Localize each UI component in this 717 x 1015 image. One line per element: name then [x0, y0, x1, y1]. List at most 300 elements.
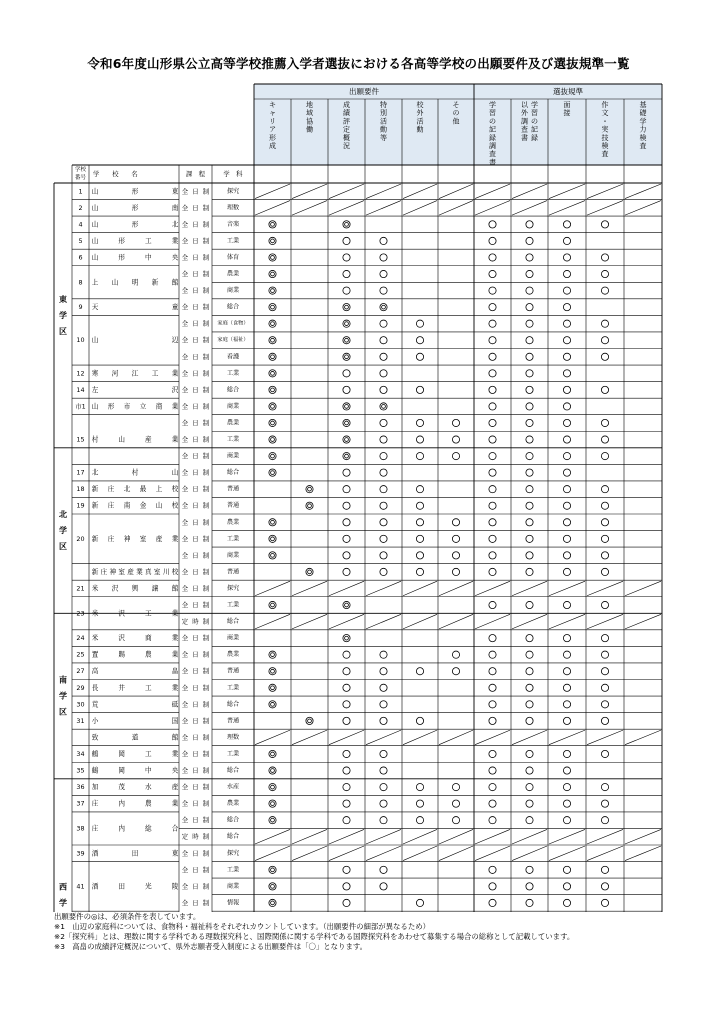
applies-mark — [416, 535, 423, 542]
column-header-text: 検 — [639, 133, 647, 142]
applies-mark — [563, 717, 570, 724]
not-applicable-slash — [255, 829, 290, 844]
dept-label: 農業 — [226, 270, 240, 278]
applies-mark — [380, 502, 387, 509]
school-number: 19 — [76, 501, 85, 510]
school-name-char: 形 — [107, 402, 115, 411]
school-name-char: 酒 — [91, 882, 99, 891]
column-header-text: 特 — [380, 101, 387, 109]
req-group-header: 出願要件 — [349, 87, 379, 96]
school-number: 37 — [76, 799, 85, 808]
applies-mark — [601, 270, 608, 277]
school-name-char: 米 — [91, 584, 99, 593]
applies-mark — [489, 270, 496, 277]
school-name-char: 工 — [151, 369, 159, 378]
column-header-text: 書 — [521, 133, 528, 142]
course-label: 制 — [202, 733, 210, 742]
not-applicable-slash — [475, 614, 510, 629]
applies-mark — [380, 370, 387, 377]
school-name-char: 庄 — [91, 799, 99, 808]
required-mark — [269, 783, 276, 790]
school-name-char: 東 — [171, 187, 179, 196]
course-label: 日 — [192, 402, 199, 411]
applies-mark — [601, 419, 608, 426]
applies-mark — [452, 452, 459, 459]
applies-mark — [343, 370, 350, 377]
school-name-char: 内 — [118, 799, 125, 808]
required-mark — [269, 668, 276, 675]
school-name-char: 山 — [91, 253, 99, 262]
school-number: 39 — [76, 849, 85, 858]
applies-mark — [563, 668, 570, 675]
required-mark-inner — [271, 454, 275, 458]
school-name-char: 神 — [123, 534, 131, 543]
required-mark-inner — [271, 421, 275, 425]
school-name-char: 形 — [118, 236, 125, 245]
applies-mark — [489, 783, 496, 790]
school-name-char: 山 — [171, 468, 179, 477]
school-name-char: 岡 — [118, 749, 125, 758]
course-label: 制 — [202, 220, 210, 229]
required-mark-inner — [308, 570, 312, 574]
course-label: 全 — [181, 485, 189, 494]
course-label: 時 — [192, 832, 199, 841]
required-mark — [343, 601, 350, 608]
applies-mark — [452, 568, 459, 575]
school-name-char: 室 — [139, 534, 147, 543]
applies-mark — [563, 635, 570, 642]
applies-mark — [489, 883, 496, 890]
required-mark-inner — [271, 388, 275, 392]
required-mark — [306, 486, 313, 493]
column-header-text: 技 — [601, 133, 609, 142]
required-mark-inner — [271, 868, 275, 872]
dept-label: 工業 — [226, 535, 240, 543]
school-name-char: 賜 — [118, 650, 125, 659]
applies-mark — [489, 469, 496, 476]
applies-mark — [343, 866, 350, 873]
school-name-char: 最 — [139, 485, 147, 494]
course-label: 日 — [192, 584, 199, 593]
course-label: 全 — [181, 286, 189, 295]
required-mark — [269, 899, 276, 906]
not-applicable-slash — [475, 581, 510, 596]
school-name-char: 庄 — [107, 485, 115, 494]
course-label: 全 — [181, 270, 189, 279]
school-name-char: 上 — [155, 485, 163, 494]
course-label: 全 — [181, 385, 189, 394]
course-label: 全 — [181, 518, 189, 527]
school-name-char: 砥 — [171, 700, 179, 709]
column-header-text: 査 — [489, 150, 496, 159]
school-name-char: 庄 — [91, 824, 99, 833]
applies-mark — [380, 783, 387, 790]
applies-mark — [601, 353, 608, 360]
course-label: 制 — [202, 584, 210, 593]
course-label: 制 — [202, 286, 210, 295]
applies-mark — [526, 419, 533, 426]
column-header-text: 作 — [601, 101, 609, 109]
school-name-char: 山 — [91, 336, 99, 345]
required-mark-inner — [345, 636, 349, 640]
school-name-char: 道 — [131, 733, 139, 742]
school-name-char: 中 — [145, 253, 152, 262]
not-applicable-slash — [292, 581, 327, 596]
school-number: 23 — [76, 609, 85, 618]
required-mark — [269, 535, 276, 542]
school-number: 30 — [76, 700, 85, 709]
course-label: 制 — [202, 865, 210, 874]
required-mark — [269, 651, 276, 658]
required-mark — [269, 304, 276, 311]
applies-mark — [526, 701, 533, 708]
course-label: 制 — [202, 634, 210, 643]
applies-mark — [380, 568, 387, 575]
dept-label: 商業 — [226, 452, 240, 460]
applies-mark — [563, 386, 570, 393]
course-label: 全 — [181, 303, 189, 312]
applies-mark — [489, 800, 496, 807]
not-applicable-slash — [292, 829, 327, 844]
applies-mark — [380, 651, 387, 658]
course-label: 制 — [202, 435, 210, 444]
column-header-text: ・ — [601, 117, 609, 126]
dept-label: 体育 — [226, 253, 240, 261]
applies-mark — [343, 701, 350, 708]
school-name-char: 業 — [171, 650, 179, 659]
applies-mark — [416, 419, 423, 426]
applies-mark — [601, 221, 608, 228]
course-label: 日 — [192, 352, 199, 361]
school-name-char: 形 — [131, 203, 139, 212]
course-label: 日 — [192, 634, 199, 643]
district-label: 学 — [59, 526, 67, 536]
school-name-char: 新 — [91, 534, 99, 543]
not-applicable-slash — [403, 184, 437, 199]
school-name-char: 業 — [136, 567, 143, 576]
course-label: 全 — [181, 865, 189, 874]
column-header-text: 接 — [563, 109, 571, 118]
applies-mark — [416, 800, 423, 807]
not-applicable-slash — [439, 730, 473, 745]
applies-mark — [563, 701, 570, 708]
school-name-char: 商 — [155, 402, 163, 411]
applies-mark — [489, 866, 496, 873]
school-number: 1 — [78, 187, 83, 196]
course-label: 日 — [192, 601, 199, 610]
course-label: 全 — [181, 849, 189, 858]
school-name-char: 新 — [91, 485, 99, 494]
course-label: 制 — [202, 783, 210, 792]
column-header-text: 力 — [639, 125, 647, 134]
school-name-char: 校 — [171, 501, 179, 510]
school-name-char: 沢 — [171, 385, 179, 394]
school-name-char: 長 — [91, 683, 99, 692]
school-name-char: 工 — [145, 609, 152, 618]
not-applicable-slash — [255, 846, 290, 861]
not-applicable-slash — [549, 614, 585, 629]
school-name-char: 形 — [131, 187, 139, 196]
course-label: 制 — [202, 203, 210, 212]
not-applicable-slash — [549, 730, 585, 745]
course-label: 時 — [192, 617, 199, 626]
course-label: 日 — [192, 567, 199, 576]
course-header: 課 程 — [185, 170, 206, 178]
page-title: 令和6年度山形県公立高等学校推薦入学者選抜における各高等学校の出願要件及び選抜規準一覧 — [87, 56, 630, 71]
course-label: 日 — [192, 418, 199, 427]
applies-mark — [416, 486, 423, 493]
applies-mark — [380, 320, 387, 327]
not-applicable-slash — [625, 581, 661, 596]
applies-mark — [489, 337, 496, 344]
not-applicable-slash — [625, 730, 661, 745]
applies-mark — [601, 337, 608, 344]
dept-label: 総合 — [226, 618, 240, 626]
applies-mark — [601, 866, 608, 873]
school-name-char: 中 — [145, 766, 152, 775]
course-label: 日 — [192, 716, 199, 725]
course-label: 日 — [192, 816, 199, 825]
course-label: 制 — [202, 700, 210, 709]
course-label: 制 — [202, 385, 210, 394]
course-label: 制 — [202, 369, 210, 378]
course-label: 制 — [202, 667, 210, 676]
applies-mark — [489, 386, 496, 393]
column-header-text: 他 — [452, 117, 460, 126]
course-label: 全 — [181, 733, 189, 742]
applies-mark — [601, 568, 608, 575]
applies-mark — [343, 237, 350, 244]
school-name-char: 形 — [118, 253, 125, 262]
applies-mark — [489, 568, 496, 575]
course-label: 全 — [181, 882, 189, 891]
applies-mark — [601, 800, 608, 807]
applies-mark — [563, 469, 570, 476]
note-line: ※2「探究科」とは、理数に関する学科である理数探究科と、国際関係に関する学科である国際探究科をあわせて募集する場合の総称として記載しています。 — [54, 932, 575, 941]
applies-mark — [563, 287, 570, 294]
not-applicable-slash — [329, 846, 364, 861]
school-name-char: 校 — [171, 485, 179, 494]
not-applicable-slash — [475, 829, 510, 844]
applies-mark — [343, 568, 350, 575]
sel-group-header: 選抜規準 — [553, 87, 583, 96]
column-header-text: 面 — [563, 101, 571, 109]
school-name-char: 河 — [111, 369, 119, 378]
dept-label: 工業 — [226, 369, 240, 377]
not-applicable-slash — [587, 581, 623, 596]
course-label: 全 — [181, 336, 189, 345]
applies-mark — [526, 883, 533, 890]
column-header-text: 別 — [380, 109, 387, 118]
school-name-char: 央 — [171, 766, 179, 775]
required-mark-inner — [345, 305, 349, 309]
school-name-header: 学 校 名 — [93, 170, 138, 178]
applies-mark — [526, 270, 533, 277]
school-number: 12 — [76, 369, 85, 378]
course-label: 日 — [192, 187, 199, 196]
dept-label: 商業 — [226, 551, 240, 559]
not-applicable-slash — [329, 201, 364, 216]
applies-mark — [343, 817, 350, 824]
school-number: 34 — [76, 749, 85, 758]
applies-mark — [489, 237, 496, 244]
required-mark — [269, 436, 276, 443]
course-label: 全 — [181, 551, 189, 560]
not-applicable-slash — [255, 581, 290, 596]
school-name-char: 真 — [145, 567, 152, 576]
column-header-text: 習 — [531, 109, 538, 118]
applies-mark — [489, 535, 496, 542]
required-mark-inner — [345, 355, 349, 359]
applies-mark — [526, 353, 533, 360]
course-label: 制 — [202, 766, 210, 775]
applies-mark — [526, 386, 533, 393]
school-name-char: 辺 — [171, 336, 179, 345]
column-header-text: 礎 — [639, 109, 647, 118]
applies-mark — [452, 519, 459, 526]
applies-mark — [601, 287, 608, 294]
not-applicable-slash — [292, 184, 327, 199]
note-line: 出願要件の◎は、必須条件を表しています。 — [54, 912, 201, 921]
applies-mark — [489, 701, 496, 708]
required-mark-inner — [271, 322, 275, 326]
applies-mark — [416, 519, 423, 526]
applies-mark — [380, 452, 387, 459]
required-mark — [269, 386, 276, 393]
applies-mark — [416, 452, 423, 459]
course-label: 日 — [192, 733, 199, 742]
required-mark — [269, 221, 276, 228]
course-label: 全 — [181, 783, 189, 792]
school-number: 18 — [76, 485, 85, 494]
applies-mark — [601, 519, 608, 526]
applies-mark — [601, 817, 608, 824]
school-name-char: 明 — [131, 278, 139, 287]
school-name-char: 業 — [171, 683, 179, 692]
column-header-text: 地 — [306, 101, 313, 109]
applies-mark — [526, 452, 533, 459]
school-name-char: 室 — [153, 567, 161, 576]
school-number: 6 — [78, 253, 83, 262]
required-mark — [343, 635, 350, 642]
applies-mark — [563, 502, 570, 509]
school-name-char: 田 — [131, 849, 139, 858]
school-name-char: 米 — [91, 634, 99, 643]
not-applicable-slash — [366, 614, 401, 629]
school-number: 31 — [76, 716, 85, 725]
course-label: 全 — [181, 683, 189, 692]
applies-mark — [343, 783, 350, 790]
applies-mark — [526, 254, 533, 261]
dept-label: 工業 — [226, 866, 240, 874]
applies-mark — [489, 668, 496, 675]
not-applicable-slash — [366, 829, 401, 844]
course-label: 日 — [192, 766, 199, 775]
not-applicable-slash — [439, 184, 473, 199]
not-applicable-slash — [439, 614, 473, 629]
school-name-char: 総 — [145, 824, 152, 833]
school-name-char: 工 — [145, 236, 152, 245]
not-applicable-slash — [292, 730, 327, 745]
course-label: 全 — [181, 716, 189, 725]
applies-mark — [563, 436, 570, 443]
applies-mark — [489, 651, 496, 658]
course-label: 定 — [181, 617, 189, 626]
dept-label: 商業 — [226, 402, 240, 410]
school-number: 24 — [76, 634, 85, 643]
column-header-text: 実 — [601, 125, 609, 134]
applies-mark — [489, 370, 496, 377]
school-name-char: 小 — [91, 716, 99, 725]
required-mark-inner — [271, 305, 275, 309]
school-name-char: 内 — [118, 824, 125, 833]
not-applicable-slash — [439, 846, 473, 861]
applies-mark — [526, 337, 533, 344]
course-label: 日 — [192, 369, 199, 378]
required-mark-inner — [271, 818, 275, 822]
applies-mark — [452, 783, 459, 790]
required-mark — [269, 337, 276, 344]
district-label: 区 — [59, 707, 67, 717]
applies-mark — [563, 568, 570, 575]
school-name-char: 業 — [171, 634, 179, 643]
school-name-char: 村 — [91, 435, 99, 444]
note-line: ※3 高畠の成績評定概況について、県外志願者受入制度による出願要件は「〇」となります。 — [54, 942, 368, 951]
applies-mark — [526, 221, 533, 228]
applies-mark — [563, 403, 570, 410]
applies-mark — [343, 486, 350, 493]
applies-mark — [380, 684, 387, 691]
school-name-char: 業 — [171, 609, 179, 618]
required-mark-inner — [271, 520, 275, 524]
applies-mark — [416, 502, 423, 509]
column-header-text: 形 — [269, 133, 276, 142]
required-mark-inner — [308, 487, 312, 491]
applies-mark — [601, 635, 608, 642]
dept-label: 探究 — [226, 584, 240, 592]
school-name-char: 農 — [145, 650, 152, 659]
course-label: 日 — [192, 501, 199, 510]
applies-mark — [380, 701, 387, 708]
school-name-char: 鶴 — [91, 749, 99, 758]
applies-mark — [380, 337, 387, 344]
applies-mark — [416, 899, 423, 906]
required-mark — [343, 436, 350, 443]
applies-mark — [601, 899, 608, 906]
course-label: 全 — [181, 236, 189, 245]
school-name-char: 産 — [171, 783, 179, 792]
required-mark — [269, 883, 276, 890]
dept-label: 商業 — [226, 287, 240, 295]
school-number: 38 — [76, 824, 85, 833]
applies-mark — [380, 287, 387, 294]
applies-mark — [343, 519, 350, 526]
dept-label: 農業 — [226, 800, 240, 808]
required-mark-inner — [271, 653, 275, 657]
column-header-text: 以 — [521, 101, 528, 109]
course-label: 全 — [181, 253, 189, 262]
applies-mark — [601, 320, 608, 327]
not-applicable-slash — [512, 581, 547, 596]
not-applicable-slash — [512, 184, 547, 199]
dept-label: 普通 — [226, 568, 240, 576]
column-header-text: 成 — [343, 101, 350, 109]
applies-mark — [526, 866, 533, 873]
applies-mark — [380, 469, 387, 476]
school-name-char: 校 — [171, 567, 179, 576]
course-label: 日 — [192, 898, 199, 907]
course-label: 日 — [192, 319, 199, 328]
